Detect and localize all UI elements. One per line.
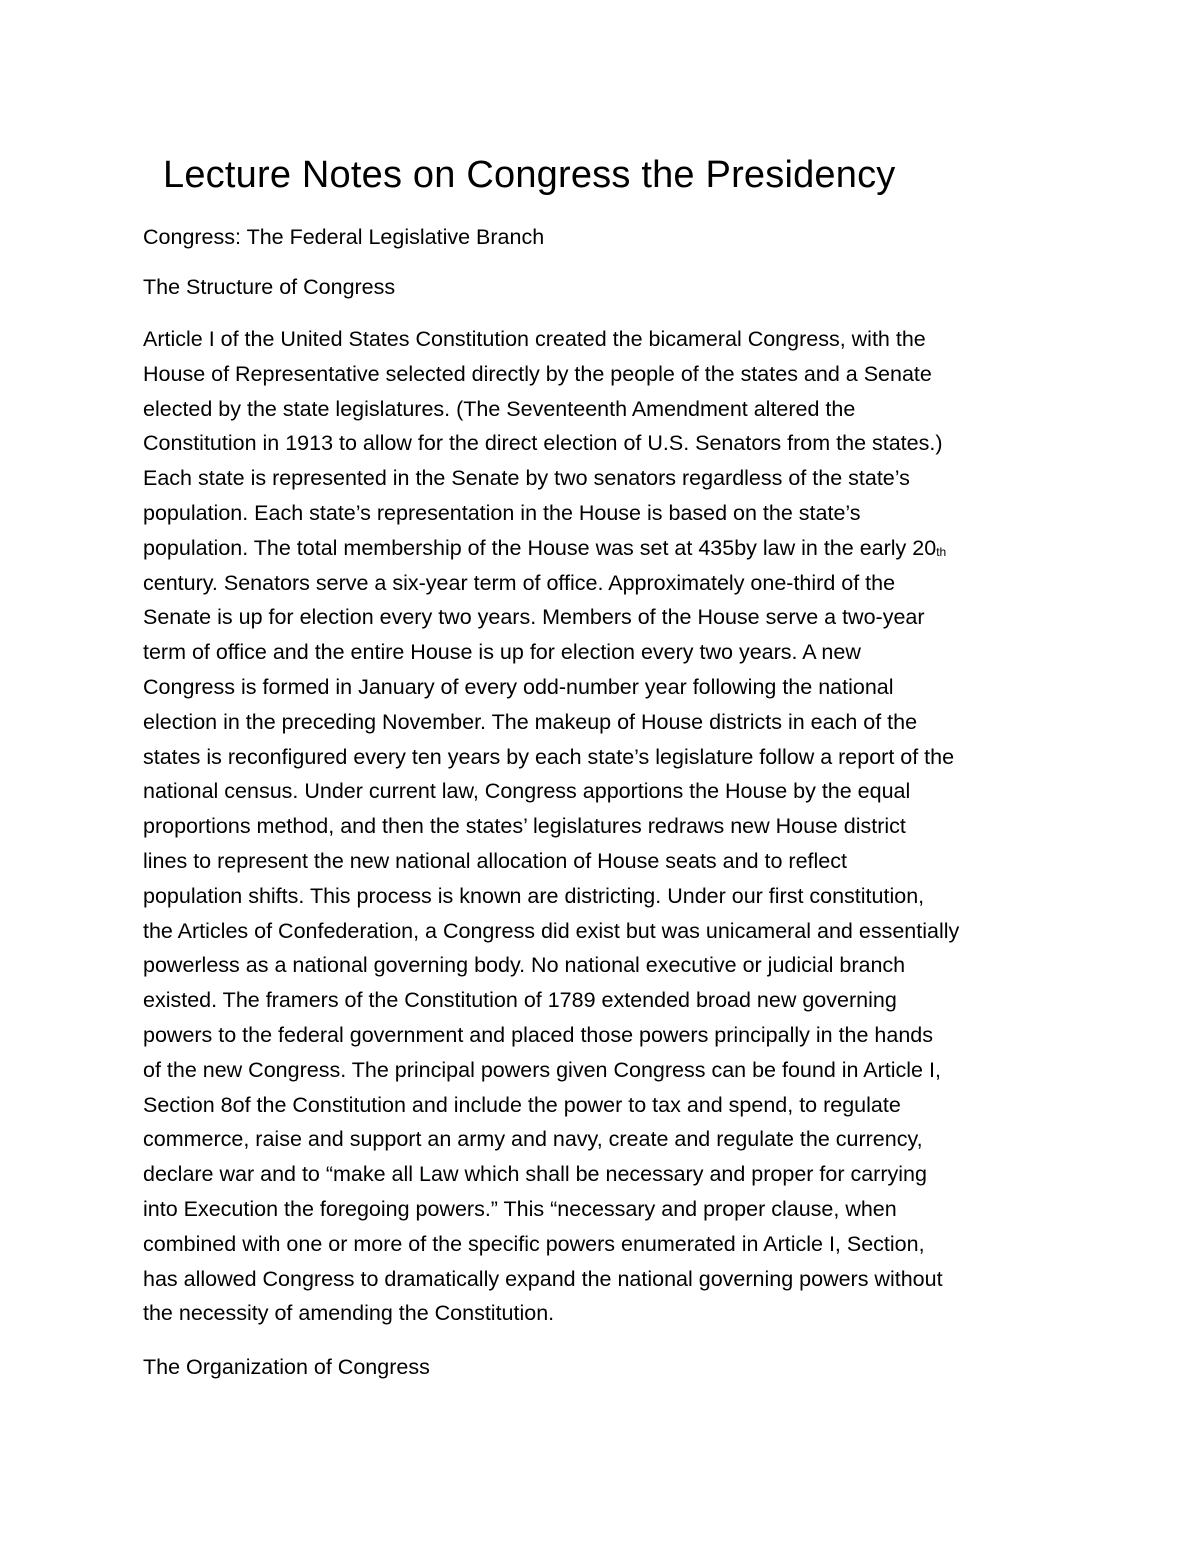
paragraph-line: existed. The framers of the Constitution of 1789 extended broad new governing bbox=[143, 988, 897, 1013]
paragraph-line-with-superscript bbox=[143, 531, 1063, 566]
section-heading: Congress: The Federal Legislative Branch bbox=[143, 225, 545, 249]
paragraph-line: Congress is formed in January of every odd-number year following the national bbox=[143, 674, 894, 699]
paragraph-line: Constitution in 1913 to allow for the direct election of U.S. Senators from the states.) bbox=[143, 431, 943, 456]
paragraph-line: Each state is represented in the Senate by two senators regardless of the state’s bbox=[143, 466, 910, 491]
paragraph-line: population. Each state’s representation in the House is based on the state’s bbox=[143, 500, 861, 525]
paragraph-line: national census. Under current law, Congress apportions the House by the equal bbox=[143, 779, 911, 804]
paragraph-line: lines to represent the new national allocation of House seats and to reflect bbox=[143, 848, 847, 873]
subsection-heading: The Structure of Congress bbox=[143, 275, 396, 299]
paragraph-line: Section 8of the Constitution and include the power to tax and spend, to regulate bbox=[143, 1092, 901, 1117]
paragraph-line: election in the preceding November. The makeup of House districts in each of the bbox=[143, 709, 918, 734]
paragraph-line: House of Representative selected directly by the people of the states and a Senate bbox=[143, 361, 932, 386]
paragraph-line: population shifts. This process is known are districting. Under our first constitution, bbox=[143, 883, 925, 908]
paragraph-line: the necessity of amending the Constitution. bbox=[143, 1301, 555, 1326]
paragraph-line: of the new Congress. The principal powers given Congress can be found in Article I, bbox=[143, 1057, 941, 1082]
paragraph-line: the Articles of Confederation, a Congress did exist but was unicameral and essentially bbox=[143, 918, 960, 943]
organization-heading: The Organization of Congress bbox=[143, 1355, 430, 1379]
paragraph-line: Article I of the United States Constitution created the bicameral Congress, with the bbox=[143, 327, 926, 351]
paragraph-line: century. Senators serve a six-year term of office. Approximately one-third of the bbox=[143, 570, 896, 595]
structure-paragraph bbox=[143, 322, 1063, 1331]
paragraph-line: powers to the federal government and placed those powers principally in the hands bbox=[143, 1022, 934, 1047]
paragraph-line: elected by the state legislatures. (The Seventeenth Amendment altered the bbox=[143, 396, 856, 421]
paragraph-line: Senate is up for election every two years. Members of the House serve a two-year bbox=[143, 605, 925, 630]
paragraph-line: proportions method, and then the states’ legislatures redraws new House district bbox=[143, 814, 906, 839]
document-title: Lecture Notes on Congress the Presidency bbox=[163, 154, 896, 196]
paragraph-line-text: population. The total membership of the House was set at 435by law in the early 20 bbox=[143, 535, 937, 560]
paragraph-line: powerless as a national governing body. No national executive or judicial branch bbox=[143, 953, 906, 978]
paragraph-line: has allowed Congress to dramatically expand the national governing powers without bbox=[143, 1266, 943, 1291]
ordinal-superscript: th bbox=[936, 544, 947, 559]
paragraph-line: commerce, raise and support an army and navy, create and regulate the currency, bbox=[143, 1127, 923, 1152]
paragraph-line: into Execution the foregoing powers.” This “necessary and proper clause, when bbox=[143, 1196, 897, 1221]
paragraph-line: term of office and the entire House is up for election every two years. A new bbox=[143, 640, 861, 665]
paragraph-line: declare war and to “make all Law which shall be necessary and proper for carrying bbox=[143, 1162, 927, 1187]
paragraph-line: combined with one or more of the specific powers enumerated in Article I, Section, bbox=[143, 1231, 925, 1256]
paragraph-line: states is reconfigured every ten years by each state’s legislature follow a report of the bbox=[143, 744, 955, 769]
